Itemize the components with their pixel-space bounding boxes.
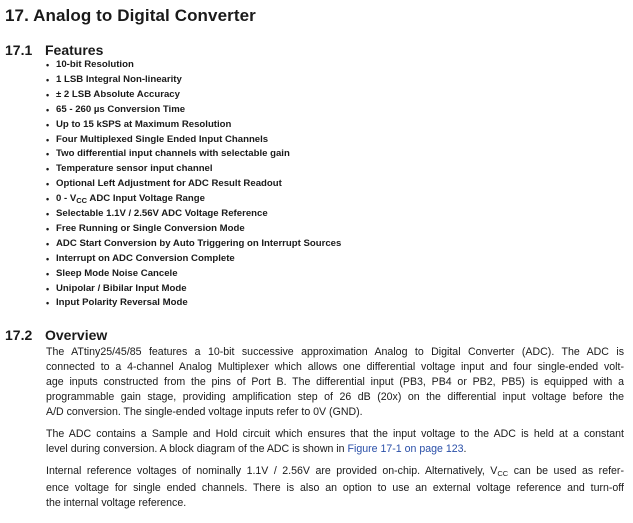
feature-text: 65 - 260 µs Conversion Time: [56, 103, 186, 115]
overview-section-title: Overview: [45, 327, 108, 343]
bullet-icon: •: [46, 283, 50, 294]
feature-text: Temperature sensor input channel: [56, 163, 213, 175]
features-section-number: 17.1: [5, 42, 33, 58]
bullet-icon: •: [46, 149, 50, 160]
feature-text: 10-bit Resolution: [56, 59, 134, 70]
paragraph-text: Internal reference voltages of nominally 1.1V / 2.56V are provided on-chip. Alternatively, V: [46, 465, 498, 477]
feature-text: ± 2 LSB Absolute Accuracy: [56, 88, 180, 100]
feature-text: $0 - V_{CC}$ ADC Input Voltage Range: [56, 193, 205, 206]
feature-text: Interrupt on ADC Conversion Complete: [56, 252, 235, 264]
overview-heading: [5, 327, 107, 343]
paragraph-line: ence voltage for single ended channels. There is also an option to use an external voltage reference and turn-off: [46, 482, 624, 494]
feature-text: Unipolar / Bibilar Input Mode: [56, 282, 187, 294]
figure-17-1-link[interactable]: Figure 17-1 on page 123: [347, 443, 464, 455]
paragraph-line: A/D conversion. The single-ended voltage inputs refer to 0V (GND).: [46, 406, 363, 418]
paragraph-line: age inputs constructed from the pins of Port B. The differential input (PB3, PB4 or PB2, PB5) is equipped with a: [46, 376, 624, 388]
bullet-icon: •: [46, 134, 50, 145]
paragraph-line: the internal voltage reference.: [46, 497, 187, 509]
bullet-icon: •: [46, 89, 50, 100]
bullet-icon: •: [46, 119, 50, 130]
feature-text: 1 LSB Integral Non-linearity: [56, 73, 182, 85]
bullet-icon: •: [46, 179, 50, 190]
feature-text: Up to 15 kSPS at Maximum Resolution: [56, 118, 232, 130]
bullet-icon: •: [46, 298, 50, 309]
bullet-icon: •: [46, 60, 50, 70]
overview-paragraph-1: [46, 345, 624, 420]
paragraph-line: programmable gain stage, providing amplification step of 26 dB (20x) on the differential input voltage before the: [46, 391, 624, 403]
feature-text: Free Running or Single Conversion Mode: [56, 222, 245, 234]
paragraph-text: .: [463, 443, 467, 455]
overview-section-number: 17.2: [5, 327, 33, 343]
overview-paragraph-3: [46, 464, 624, 511]
feature-text: Optional Left Adjustment for ADC Result Readout: [56, 178, 282, 190]
paragraph-line: connected to a 4-channel Analog Multiplexer which allows one differential voltage input and four single-ended volt-: [46, 361, 624, 373]
bullet-icon: •: [46, 104, 50, 115]
bullet-icon: •: [46, 74, 50, 85]
bullet-icon: •: [46, 164, 50, 175]
bullet-icon: •: [46, 238, 50, 249]
bullet-icon: •: [46, 268, 50, 279]
feature-text: Four Multiplexed Single Ended Input Channels: [56, 133, 269, 145]
chapter-title: 17. Analog to Digital Converter: [5, 6, 256, 25]
overview-paragraph-2: [46, 427, 624, 457]
features-section-title: Features: [45, 42, 104, 58]
paragraph-text: level during conversion. A block diagram of the ADC is shown in: [46, 443, 348, 455]
bullet-icon: •: [46, 253, 50, 264]
bullet-icon: •: [46, 209, 50, 219]
paragraph-line: [46, 442, 624, 457]
paragraph-line: The ATtiny25/45/85 features a 10-bit successive approximation Analog to Digital Converter (ADC). The ADC is: [46, 346, 624, 358]
feature-text: Selectable 1.1V / 2.56V ADC Voltage Reference: [56, 208, 268, 219]
bullet-icon: •: [46, 223, 50, 234]
feature-text: Sleep Mode Noise Cancele: [56, 267, 178, 279]
paragraph-text: can be used as refer-: [508, 465, 624, 477]
feature-text: Two differential input channels with selectable gain: [56, 148, 290, 160]
paragraph-line: The ADC contains a Sample and Hold circuit which ensures that the input voltage to the ADC is held at a constant: [46, 428, 624, 440]
feature-text: ADC Start Conversion by Auto Triggering on Interrupt Sources: [56, 237, 342, 249]
feature-text: Input Polarity Reversal Mode: [56, 297, 188, 309]
features-heading: [5, 42, 103, 58]
paragraph-line: [46, 464, 624, 481]
vcc-subscript: CC: [497, 469, 509, 478]
bullet-icon: •: [46, 194, 50, 205]
